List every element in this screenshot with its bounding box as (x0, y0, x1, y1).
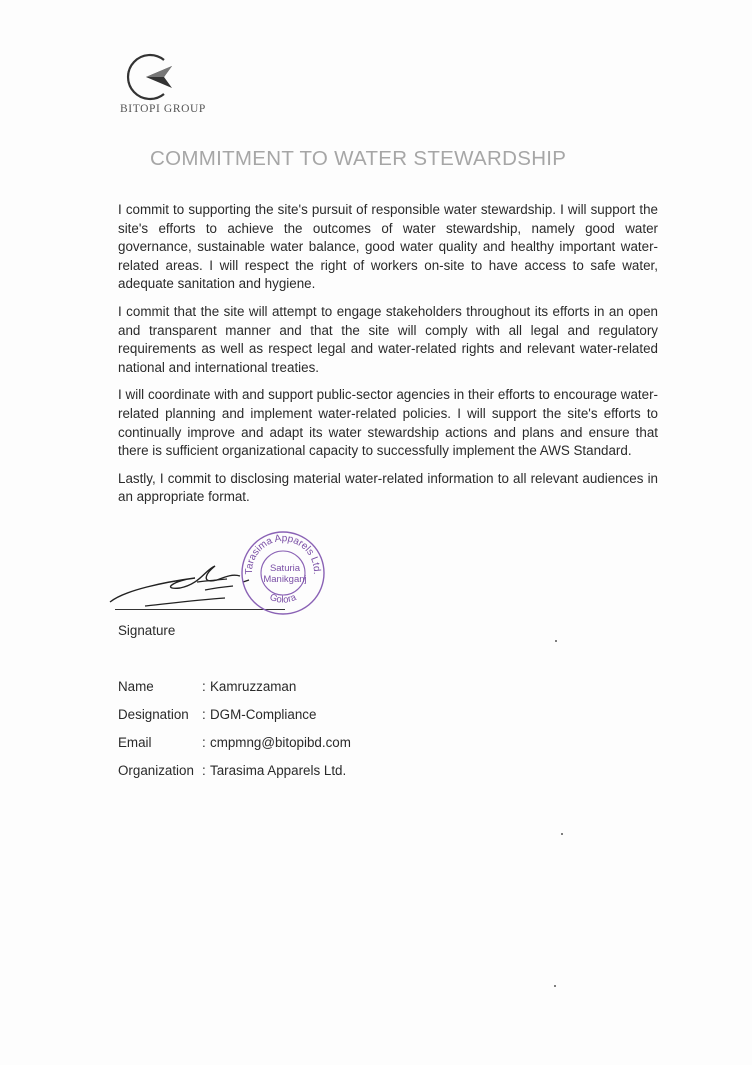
detail-value: DGM-Compliance (210, 707, 317, 722)
svg-text:Tarasima Apparels Ltd.: Tarasima Apparels Ltd. (243, 533, 323, 575)
seal-line: Manikganj (263, 574, 307, 585)
paragraph: I commit that the site will attempt to engage stakeholders throughout its efforts in an open and transparent manner and that the site will comply with all legal and regulatory requirements as well as respect legal and water-related rights and relevant water-related national and international treaties. (118, 303, 658, 375)
detail-value: cmpmng@bitopibd.com (210, 735, 351, 750)
signatory-details (118, 678, 351, 790)
detail-separator: : (202, 735, 206, 750)
detail-separator: : (202, 763, 206, 778)
detail-row-email (118, 734, 351, 762)
detail-row-designation (118, 706, 351, 734)
scan-speck (554, 985, 556, 987)
paragraph: I will coordinate with and support public-sector agencies in their efforts to encourage water-related planning and implement water-related policies. I will support the site's efforts to continually improve and adapt its water stewardship actions and plans and ensure that there is sufficient organizational capacity to successfully implement the AWS Standard. (118, 387, 658, 459)
detail-label: Email (118, 735, 152, 750)
company-logo (118, 52, 238, 122)
seal-line: Saturia (269, 563, 301, 574)
detail-value: Kamruzzaman (210, 679, 297, 694)
detail-row-organization (118, 762, 351, 790)
brand-name: BITOPI GROUP (120, 103, 206, 115)
signature-block (105, 530, 365, 620)
scan-speck (561, 833, 563, 835)
svg-text:Golora: Golora (268, 591, 298, 606)
bitopi-logo-icon (120, 52, 176, 102)
detail-value: Tarasima Apparels Ltd. (210, 763, 347, 778)
detail-label: Organization (118, 763, 194, 778)
scan-speck (555, 640, 557, 642)
signature-label: Signature (118, 623, 176, 638)
commitment-text (118, 201, 658, 516)
detail-label: Designation (118, 707, 189, 722)
seal-center-text (263, 563, 307, 585)
detail-label: Name (118, 679, 154, 694)
paragraph: Lastly, I commit to disclosing material water-related information to all relevant audiences in an appropriate format. (118, 470, 658, 505)
detail-separator: : (202, 679, 206, 694)
detail-row-name (118, 678, 351, 706)
detail-separator: : (202, 707, 206, 722)
paragraph: I commit to supporting the site's pursuit of responsible water stewardship. I will support the site's efforts to achieve the outcomes of water stewardship, namely good water governance, sustainable water balance, good water quality and healthy important water-related areas. I will respect the right of workers on-site to have access to safe water, adequate sanitation and hygiene. (118, 202, 658, 292)
page-title: COMMITMENT TO WATER STEWARDSHIP (150, 147, 567, 170)
